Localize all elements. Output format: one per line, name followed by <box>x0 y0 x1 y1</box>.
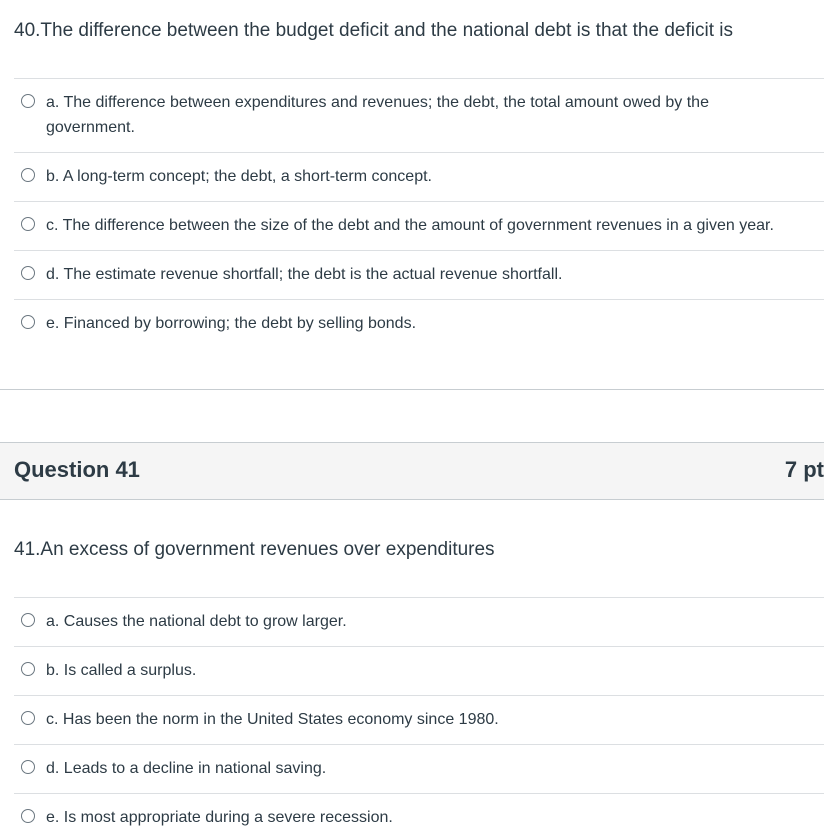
question-41-answer-d[interactable] <box>14 744 824 793</box>
radio-button[interactable] <box>21 217 35 231</box>
radio-button[interactable] <box>21 613 35 627</box>
question-points: 7 pt <box>784 457 824 482</box>
question-40-text: 40.The difference between the budget deficit and the national debt is that the deficit is <box>14 20 733 41</box>
radio-button[interactable] <box>21 711 35 725</box>
answer-label: d. The estimate revenue shortfall; the debt is the actual revenue shortfall. <box>46 266 563 283</box>
question-41-answers <box>14 597 824 837</box>
question-40-answer-b[interactable] <box>14 152 824 201</box>
question-40-answer-c[interactable] <box>14 201 824 250</box>
radio-button[interactable] <box>21 662 35 676</box>
answer-label: d. Leads to a decline in national saving. <box>46 760 327 777</box>
question-40-answer-d[interactable] <box>14 250 824 299</box>
radio-button[interactable] <box>21 760 35 774</box>
answer-label: c. The difference between the size of the debt and the amount of government revenues in a given year. <box>46 217 774 234</box>
answer-label: a. Causes the national debt to grow larger. <box>46 613 347 630</box>
radio-button[interactable] <box>21 809 35 823</box>
answer-label: b. Is called a surplus. <box>46 662 197 679</box>
question-40-answer-e[interactable] <box>14 299 824 348</box>
question-41-answer-b[interactable] <box>14 646 824 695</box>
answer-label: a. The difference between expenditures and revenues; the debt, the total amount owed by the government. <box>46 94 709 136</box>
question-41-answer-a[interactable] <box>14 597 824 646</box>
answer-label: c. Has been the norm in the United States economy since 1980. <box>46 711 499 728</box>
radio-button[interactable] <box>21 266 35 280</box>
question-40-answers <box>14 78 824 348</box>
answer-label: e. Is most appropriate during a severe recession. <box>46 809 393 826</box>
question-title: Question 41 <box>14 457 140 482</box>
radio-button[interactable] <box>21 168 35 182</box>
question-41-header <box>0 442 824 500</box>
answer-label: e. Financed by borrowing; the debt by selling bonds. <box>46 315 417 332</box>
radio-button[interactable] <box>21 94 35 108</box>
question-41-text: 41.An excess of government revenues over expenditures <box>14 539 495 560</box>
question-divider <box>0 389 824 390</box>
question-41-answer-c[interactable] <box>14 695 824 744</box>
answer-label: b. A long-term concept; the debt, a short-term concept. <box>46 168 432 185</box>
question-41-answer-e[interactable] <box>14 793 824 837</box>
question-40-answer-a[interactable] <box>14 78 824 152</box>
radio-button[interactable] <box>21 315 35 329</box>
